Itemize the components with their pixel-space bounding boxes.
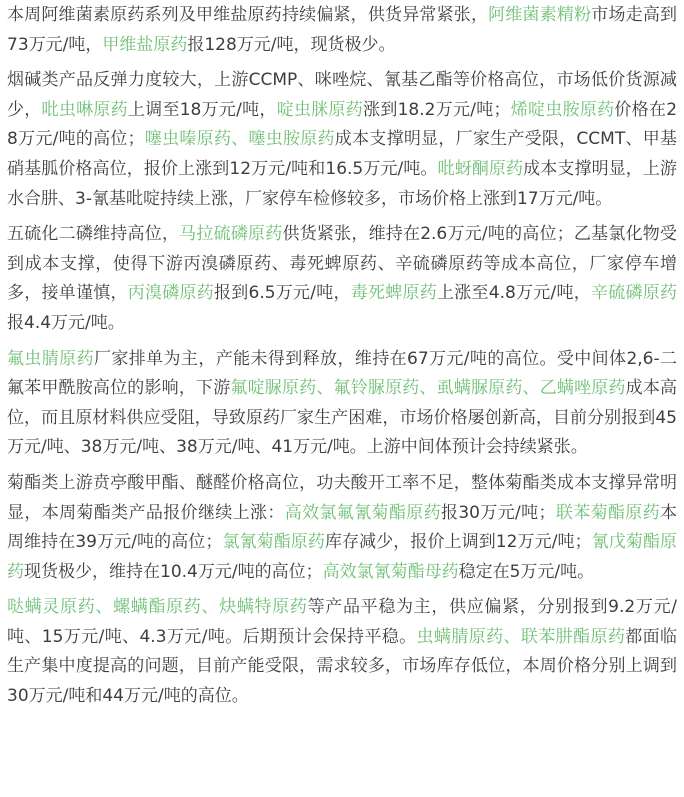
- product-name-highlight: 联苯菊酯原药: [555, 502, 661, 523]
- body-text-segment: 烟碱类产品反弹力度较大，上游CCMP、咪唑烷、氰基乙酯等价格高位，市场低价货源减少，: [7, 70, 677, 120]
- body-text-segment: 报30万元/吨；: [440, 502, 556, 523]
- paragraph: [7, 469, 677, 587]
- body-text-segment: 成本支撑明显，上游水合肼、3-氰基吡啶持续上涨，厂家停车检修较多，市场价格上涨到17万元/吨。: [7, 158, 678, 209]
- paragraph: [7, 345, 677, 463]
- body-text-segment: 成本支撑明显，厂家生产受限，CCMT、甲基硝基胍价格高位，报价上涨到12万元/吨和16.5万元/吨。: [7, 129, 678, 179]
- body-text-segment: 上调至18万元/吨，: [127, 99, 277, 120]
- paragraph: [7, 593, 677, 711]
- body-text-segment: 菊酯类上游贲亭酸甲酯、醚醛价格高位，功夫酸开工率不足，整体菊酯类成本支撑异常明显，本周菊酯类产品报价继续上涨：: [7, 472, 677, 523]
- product-name-highlight: 氟虫腈原药: [7, 348, 94, 369]
- product-name-highlight: 氯氰菊酯原药: [222, 532, 325, 553]
- product-name-highlight: 烯啶虫胺原药: [510, 99, 615, 120]
- product-name-highlight: 丙溴磷原药: [127, 283, 214, 304]
- body-text-segment: 都面临生产集中度提高的问题，目前产能受限，需求较多，市场库存低位，本周价格分别上调到30万元/吨和44万元/吨的高位。: [7, 626, 678, 707]
- product-name-highlight: 毒死蜱原药: [350, 283, 438, 304]
- product-name-highlight: 高效氯氰菊酯母药: [322, 561, 459, 582]
- body-text-segment: 市场走高到73万元/吨，: [7, 5, 678, 55]
- product-name-highlight: 甲维盐原药: [102, 34, 188, 55]
- body-text-segment: 价格在28万元/吨的高位；: [7, 99, 678, 150]
- body-text-segment: 报到6.5万元/吨，: [214, 283, 351, 304]
- body-text-segment: 报128万元/吨，现货极少。: [187, 34, 396, 55]
- product-name-highlight: 氟啶脲原药、氟铃脲原药、虱螨脲原药、乙螨唑原药: [230, 378, 626, 399]
- body-text-segment: 报4.4万元/吨。: [7, 312, 125, 333]
- product-name-highlight: 虫螨腈原药、联苯肼酯原药: [416, 626, 626, 647]
- body-text-segment: 本周阿维菌素原药系列及甲维盐原药持续偏紧，供货异常紧张，: [7, 5, 489, 25]
- paragraph: [7, 1, 677, 60]
- body-text-segment: 成本高位，而且原材料供应受阻，导致原药厂家生产困难，市场价格屡创新高，目前分别报到45万元/吨、38万元/吨、38万元/吨、41万元/吨。上游中间体预计会持续紧张。: [7, 378, 678, 458]
- product-name-highlight: 噻虫嗪原药、噻虫胺原药: [144, 129, 335, 150]
- body-text-segment: 供货紧张，维持在2.6万元/吨的高位；乙基氯化物受到成本支撑，使得下游丙溴磷原药、毒死蜱原药、辛硫磷原药等成本高位，厂家停车增多，接单谨慎，: [7, 224, 678, 304]
- paragraph: [7, 66, 677, 214]
- product-name-highlight: 吡蚜酮原药: [437, 158, 524, 179]
- body-text-segment: 稳定在5万元/吨。: [458, 561, 595, 582]
- product-name-highlight: 吡虫啉原药: [41, 99, 128, 120]
- body-text-segment: 本周维持在39万元/吨的高位；: [7, 502, 678, 553]
- product-name-highlight: 啶虫脒原药: [276, 99, 364, 120]
- product-name-highlight: 阿维菌素精粉: [488, 5, 592, 25]
- product-name-highlight: 哒螨灵原药、螺螨酯原药、炔螨特原药: [7, 597, 308, 618]
- product-name-highlight: 马拉硫磷原药: [179, 224, 283, 245]
- product-name-highlight: 高效氯氟氰菊酯原药: [284, 502, 441, 523]
- body-text-segment: 库存减少，报价上调到12万元/吨；: [324, 532, 592, 553]
- body-text-segment: 五硫化二磷维持高位，: [7, 224, 180, 245]
- paragraph: [7, 220, 677, 338]
- body-text-segment: 厂家排单为主，产能未得到释放，维持在67万元/吨的高位。受中间体2,6-二氟苯甲酰胺高位的影响，下游: [7, 348, 678, 399]
- body-text-segment: 等产品平稳为主，供应偏紧，分别报到9.2万元/吨、15万元/吨、4.3万元/吨。后期预计会保持平稳。: [7, 597, 677, 647]
- body-text-segment: 上涨至4.8万元/吨，: [437, 283, 592, 304]
- body-text-segment: 涨到18.2万元/吨；: [363, 99, 511, 120]
- product-name-highlight: 辛硫磷原药: [591, 283, 678, 304]
- body-text-segment: 现货极少，维持在10.4万元/吨的高位；: [24, 561, 323, 582]
- product-name-highlight: 氰戊菊酯原药: [7, 532, 678, 582]
